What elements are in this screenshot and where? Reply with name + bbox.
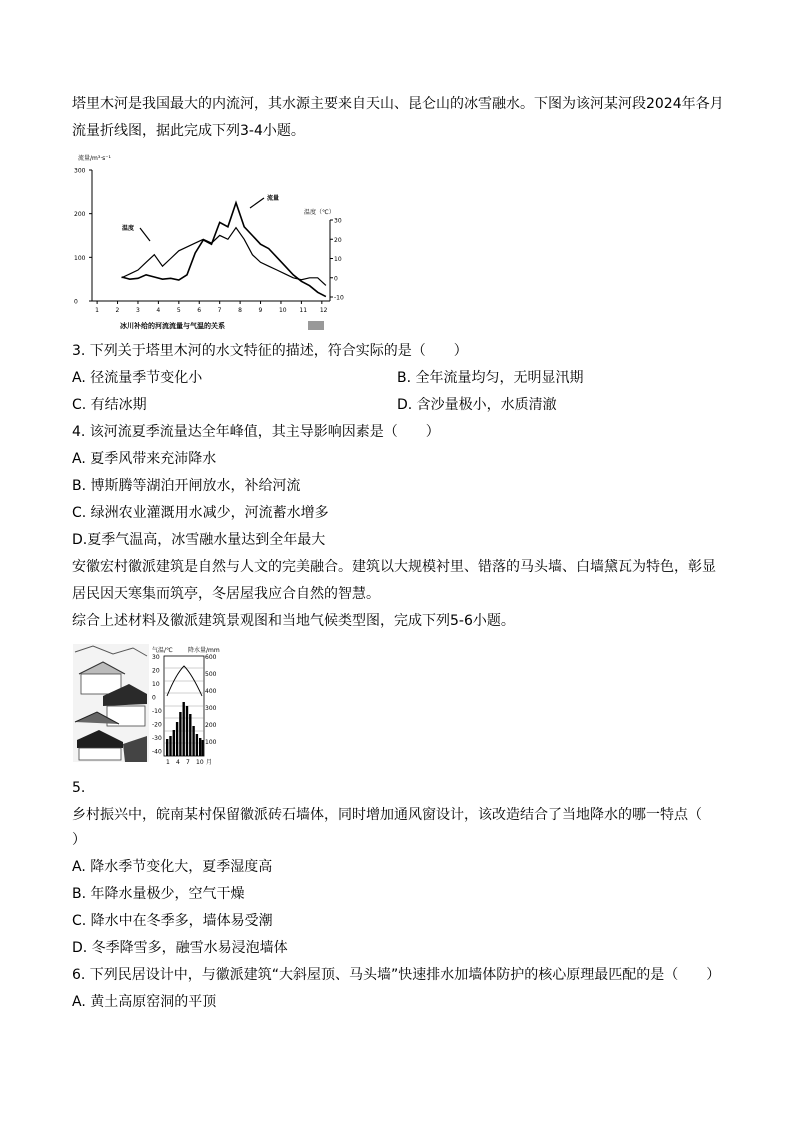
q3-option-a[interactable]: A. 径流量季节变化小	[72, 370, 203, 386]
y2-tick-label: 10	[334, 256, 342, 263]
climate-y-tick: 20	[152, 667, 160, 675]
q4-option-c[interactable]: C. 绿洲农业灌溉用水减少，河流蓄水增多	[72, 505, 329, 521]
climate-y2-tick: 300	[205, 705, 217, 712]
precip-bar	[202, 740, 204, 756]
precip-bar	[199, 738, 201, 756]
q4-stem: 4. 该河流夏季流量达全年峰值，其主导影响因素是（ ）	[72, 424, 440, 440]
intro-1-line-1: 塔里木河是我国最大的内流河，其水源主要来自天山、昆仑山的冰雪融水。下图为该河某河段2024年各月	[72, 96, 724, 112]
precip-bar	[173, 730, 175, 756]
climate-y-tick: 0	[152, 694, 156, 702]
climate-type-chart	[152, 644, 218, 772]
y2-tick-label: 30	[334, 217, 342, 225]
q5-option-b[interactable]: B. 年降水量极少，空气干燥	[72, 886, 245, 902]
climate-y2-tick: 600	[205, 654, 217, 661]
q4-option-d[interactable]: D.夏季气温高，冰雪融水量达到全年最大	[72, 532, 326, 548]
climate-x-tick: 7	[186, 759, 190, 766]
intro-1-line-2: 流量折线图，据此完成下列3-4小题。	[72, 123, 305, 139]
intro-2-line-3: 综合上述材料及徽派建筑景观图和当地气候类型图，完成下列5-6小题。	[72, 613, 515, 629]
x-tick-label: 8	[238, 307, 242, 314]
climate-x-tick: 1	[166, 759, 170, 766]
x-tick-label: 2	[115, 307, 120, 314]
x-tick-label: 12	[319, 307, 328, 314]
chart-axes	[92, 170, 330, 301]
q3-option-b[interactable]: B. 全年流量均匀，无明显汛期	[397, 370, 584, 386]
x-tick-label: 6	[197, 307, 202, 314]
flow-label-arrow	[250, 198, 264, 208]
climate-y-tick: 10	[152, 681, 160, 688]
y2-tick-label: -10	[334, 294, 344, 302]
q5-option-c[interactable]: C. 降水中在冬季多，墙体易受潮	[72, 913, 273, 929]
climate-type-chart-svg	[152, 644, 218, 772]
q5-option-d[interactable]: D. 冬季降雪多，融雪水易浸泡墙体	[72, 940, 288, 956]
x-tick-label: 11	[299, 307, 308, 314]
climate-x-tick: 月	[206, 759, 213, 766]
q4-option-b[interactable]: B. 博斯腾等湖泊开闸放水，补给河流	[72, 478, 301, 494]
y2-tick-label: 0	[334, 275, 338, 283]
q5-number: 5.	[72, 780, 86, 796]
x-tick-label: 9	[258, 307, 263, 314]
climate-y2-tick: 400	[205, 688, 217, 695]
q3-option-c[interactable]: C. 有结冰期	[72, 397, 147, 413]
y2-tick-label: 20	[334, 236, 342, 244]
flow-temperature-chart-svg	[72, 148, 342, 336]
precip-bar	[169, 736, 171, 756]
q3-stem: 3. 下列关于塔里木河的水文特征的描述，符合实际的是（ ）	[72, 343, 468, 359]
y-tick-label: 200	[74, 211, 86, 219]
precip-bar	[179, 712, 181, 756]
x-tick-label: 10	[278, 307, 287, 314]
x-tick-label: 4	[156, 307, 161, 314]
chart-series-layer	[122, 198, 326, 297]
temperature-label-arrow	[140, 228, 150, 241]
y-axis-label: 流量/m³·s⁻¹	[78, 155, 111, 162]
q5-stem-line-2: ）	[72, 832, 86, 848]
climate-y-tick: -20	[152, 721, 162, 729]
series-line-flow	[122, 203, 326, 297]
precip-bar	[183, 702, 185, 756]
precipitation-bars	[166, 702, 204, 756]
q5-option-a[interactable]: A. 降水季节变化大，夏季湿度高	[72, 859, 273, 875]
temperature-series-label: 温度	[122, 225, 135, 232]
climate-y2-tick: 100	[205, 739, 217, 746]
y2-axis-label: 温度（℃）	[304, 209, 335, 216]
climate-y2-tick: 500	[205, 671, 217, 678]
climate-x-tick: 10	[196, 759, 204, 766]
flow-series-label: 流量	[267, 195, 280, 202]
climate-y-tick: -40	[152, 748, 162, 756]
x-tick-label: 3	[135, 307, 140, 314]
flow-temperature-chart	[72, 148, 342, 336]
chart-caption: 冰川补给的河流流量与气温的关系	[120, 322, 225, 330]
huizhou-architecture-photo	[73, 644, 149, 762]
x-tick-label: 5	[176, 307, 181, 314]
intro-2-line-1: 安徽宏村徽派建筑是自然与人文的完美融合。建筑以大规模衬里、错落的马头墙、白墙黛瓦为特色，彰显	[72, 559, 716, 575]
y-tick-label: 100	[74, 254, 86, 262]
intro-2-line-2: 居民因天寒集而筑亭，冬居屋我应合自然的智慧。	[72, 586, 380, 602]
q4-option-a[interactable]: A. 夏季风带来充沛降水	[72, 451, 217, 467]
caption-scale-mark	[308, 321, 324, 330]
climate-temp-label: 气温/℃	[152, 647, 173, 654]
q6-stem: 6. 下列民居设计中，与徽派建筑“大斜屋顶、马头墙”快速排水加墙体防护的核心原理最匹配的是（ ）	[72, 967, 721, 983]
precip-bar	[176, 722, 178, 756]
precip-bar	[189, 714, 191, 756]
climate-y-tick: -10	[152, 708, 162, 715]
climate-x-tick: 4	[176, 759, 180, 766]
climate-y-tick: 30	[152, 654, 160, 661]
q5-stem-line-1: 乡村振兴中，皖南某村保留徽派砖石墙体，同时增加通风窗设计，该改造结合了当地降水的哪一特点（	[72, 807, 702, 823]
precip-bar	[166, 739, 168, 756]
x-tick-label: 1	[95, 307, 99, 314]
climate-y-tick: -30	[152, 735, 162, 742]
climate-y2-tick: 200	[205, 722, 217, 729]
precip-bar	[186, 706, 188, 756]
y-tick-label: 0	[74, 298, 78, 306]
precip-bar	[196, 734, 198, 756]
x-tick-label: 7	[217, 307, 222, 314]
q6-option-a[interactable]: A. 黄土高原窑洞的平顶	[72, 994, 217, 1010]
y-tick-label: 300	[74, 167, 86, 175]
precip-bar	[192, 726, 194, 756]
climate-precip-label: 降水量/mm	[188, 647, 220, 654]
q3-option-d[interactable]: D. 含沙量极小，水质清澈	[397, 397, 557, 413]
